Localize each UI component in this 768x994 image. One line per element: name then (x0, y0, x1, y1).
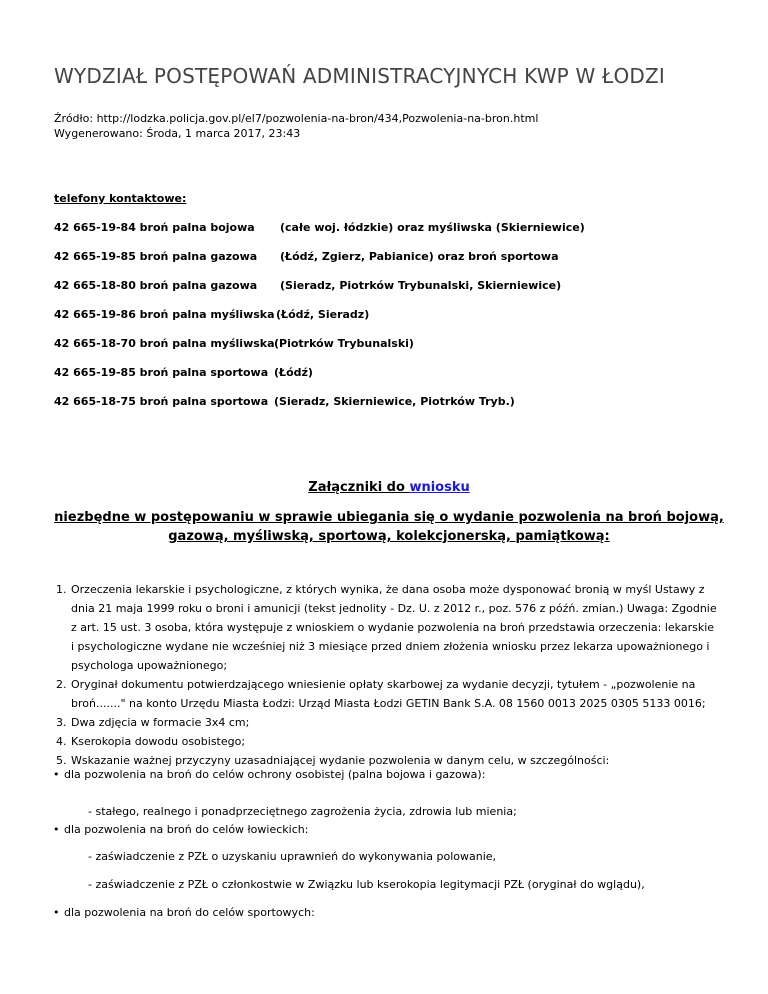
contact-phone: 42 665-18-70 broń palna myśliwska (54, 337, 275, 350)
application-link[interactable]: wniosku (409, 480, 470, 495)
sub-item: - zaświadczenie z PZŁ o członkostwie w Związku lub kserokopia legitymacji PZŁ (oryginał do wglądu), (88, 878, 645, 891)
contacts-header: telefony kontaktowe: (54, 192, 187, 205)
contact-area: (Sieradz, Piotrków Trybunalski, Skierniewice) (280, 279, 562, 292)
contact-row (54, 279, 562, 292)
list-item: 4. Kserokopia dowodu osobistego; (70, 732, 720, 751)
contact-phone: 42 665-19-85 broń palna gazowa (54, 250, 258, 263)
attachments-header-text: Załączniki do (308, 480, 410, 495)
requirements-list (54, 580, 720, 770)
contact-area: (Piotrków Trybunalski) (274, 337, 414, 350)
contact-row (54, 337, 414, 350)
contact-area: (Łódź) (274, 366, 313, 379)
page-title: WYDZIAŁ POSTĘPOWAŃ ADMINISTRACYJNYCH KWP W ŁODZI (54, 64, 666, 88)
list-item: 2. Oryginał dokumentu potwierdzającego wniesienie opłaty skarbowej za wydanie decyzji, tytułem - „pozwolenie na broń......." na konto Urzędu Miasta Łodzi: Urząd Miasta Łodzi GETIN Bank S.A. 08 1560 0013 2025 0305 5133 0016; (70, 675, 720, 713)
bullet-text: dla pozwolenia na broń do celów sportowych: (64, 906, 315, 919)
requirements-header-line: gazową, myśliwską, sportową, kolekcjonerską, pamiątkową: (168, 529, 610, 544)
bullet-text: dla pozwolenia na broń do celów łowieckich: (64, 823, 309, 836)
source-line: Źródło: http://lodzka.policja.gov.pl/el7/pozwolenia-na-bron/434,Pozwolenia-na-bron.html (54, 112, 539, 125)
bullet-text: dla pozwolenia na broń do celów ochrony osobistej (palna bojowa i gazowa): (64, 768, 486, 781)
bullet-dot-icon: • (53, 768, 60, 781)
contact-phone: 42 665-18-80 broń palna gazowa (54, 279, 258, 292)
list-item: 3. Dwa zdjęcia w formacie 3x4 cm; (70, 713, 720, 732)
contact-phone: 42 665-19-85 broń palna sportowa (54, 366, 269, 379)
list-item: 5. Wskazanie ważnej przyczyny uzasadniającej wydanie pozwolenia w danym celu, w szczególności: (70, 751, 720, 770)
generated-line: Wygenerowano: Środa, 1 marca 2017, 23:43 (54, 127, 301, 140)
contact-area: (Łódź, Sieradz) (276, 308, 370, 321)
contact-row (54, 366, 313, 379)
requirements-header (54, 508, 724, 546)
contact-row (54, 221, 585, 234)
contact-row (54, 395, 515, 408)
requirements-header-line: niezbędne w postępowaniu w sprawie ubiegania się o wydanie pozwolenia na broń bojową, (54, 510, 724, 525)
bullet-dot-icon: • (53, 823, 60, 836)
bullet-dot-icon: • (53, 906, 60, 919)
sub-item: - zaświadczenie z PZŁ o uzyskaniu uprawnień do wykonywania polowanie, (88, 850, 497, 863)
contact-phone: 42 665-19-84 broń palna bojowa (54, 221, 255, 234)
contact-area: (Łódź, Zgierz, Pabianice) oraz broń sportowa (280, 250, 559, 263)
attachments-header (54, 480, 724, 495)
contact-area: (całe woj. łódzkie) oraz myśliwska (Skierniewice) (280, 221, 585, 234)
contact-phone: 42 665-18-75 broń palna sportowa (54, 395, 269, 408)
list-item: 1. Orzeczenia lekarskie i psychologiczne, z których wynika, że dana osoba może dysponować bronią w myśl Ustawy z dnia 21 maja 1999 roku o broni i amunicji (tekst jednolity - Dz. U. z 2012 r., poz. 576 z późń. zmian.) Uwaga: Zgodnie z art. 15 ust. 3 osoba, która występuje z wnioskiem o wydanie pozwolenia na broń przedstawia orzeczenia: lekarskie i psychologiczne wydane nie wcześniej niż 3 miesiące przed dniem złożenia wniosku przez lekarza upoważnionego i psychologa upoważnionego; (70, 580, 720, 675)
contact-row (54, 308, 370, 321)
source-meta (54, 111, 538, 141)
contact-row (54, 250, 559, 263)
contact-phone: 42 665-19-86 broń palna myśliwska (54, 308, 275, 321)
sub-item: - stałego, realnego i ponadprzeciętnego zagrożenia życia, zdrowia lub mienia; (88, 805, 517, 818)
contact-area: (Sieradz, Skierniewice, Piotrków Tryb.) (274, 395, 515, 408)
